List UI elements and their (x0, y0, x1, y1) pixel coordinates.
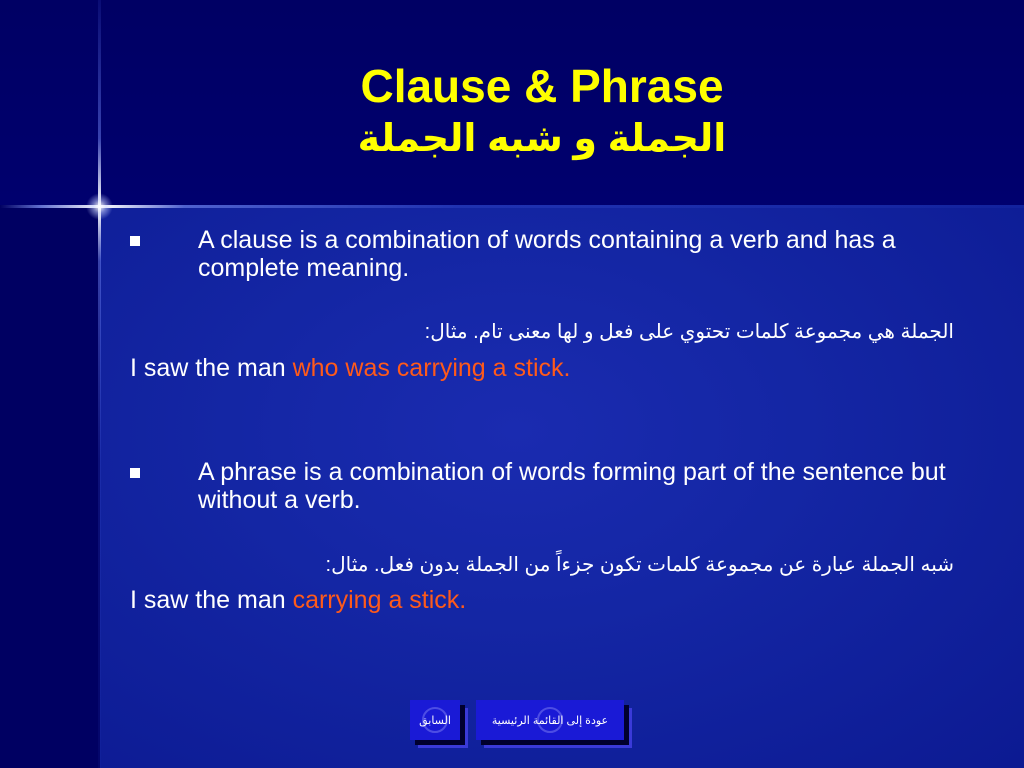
phrase-example-highlight: carrying a stick. (292, 586, 467, 614)
slide-title: Clause & Phrase (360, 60, 724, 112)
previous-button[interactable] (410, 700, 460, 740)
clause-definition: A clause is a combination of words containing a verb and has a complete meaning. (198, 226, 896, 282)
phrase-example-text: I saw the man (130, 586, 293, 614)
clause-example-highlight: who was carrying a stick. (292, 354, 571, 382)
previous-button-label: السابق (419, 714, 451, 727)
clause-arabic-definition: الجملة هي مجموعة كلمات تحتوي على فعل و لها معنى تام. مثال: (424, 321, 954, 343)
clause-example (130, 353, 950, 383)
bullet-square-icon (130, 236, 140, 246)
home-menu-button[interactable] (476, 700, 624, 740)
home-menu-button-label: عودة إلى القائمة الرئيسية (491, 714, 609, 727)
star-sparkle-icon (86, 193, 113, 220)
phrase-example (130, 585, 950, 615)
left-background-band (0, 205, 100, 768)
phrase-arabic-definition: شبه الجملة عبارة عن مجموعة كلمات تكون جزءاً من الجملة بدون فعل. مثال: (325, 554, 954, 576)
phrase-definition: A phrase is a combination of words forming part of the sentence but without a verb. (198, 458, 946, 514)
bullet-square-icon (130, 468, 140, 478)
slide-subtitle-arabic: الجملة و شبه الجملة (357, 118, 727, 160)
star-flare-horizontal (0, 205, 1024, 208)
clause-example-text: I saw the man (130, 354, 293, 382)
